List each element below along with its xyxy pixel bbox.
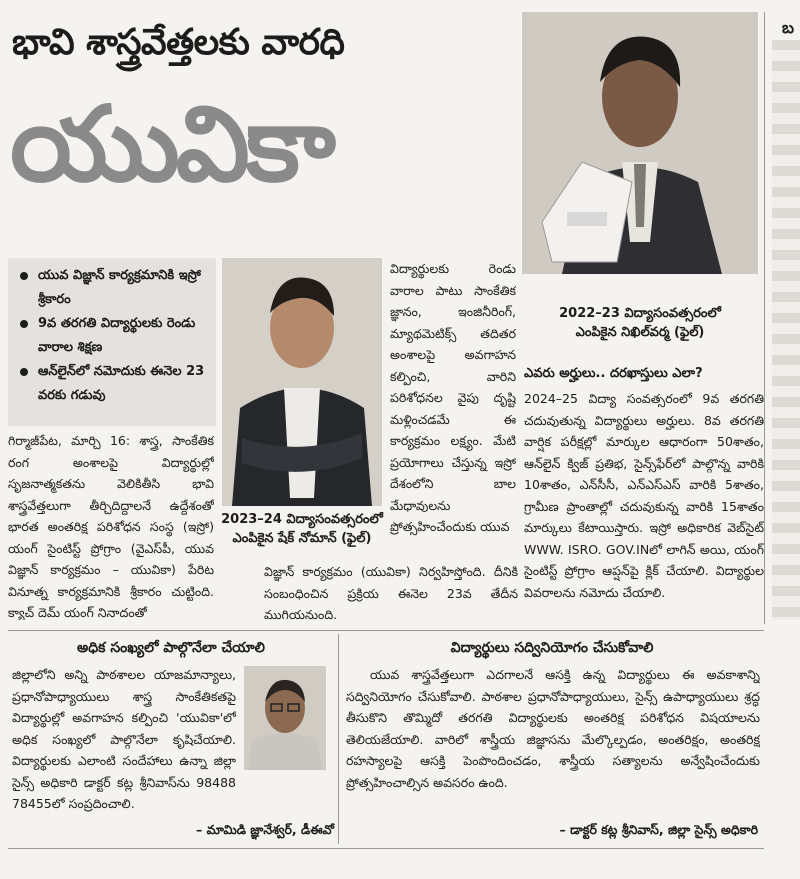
deo-box-title: అధిక సంఖ్యలో పాల్గొనేలా చేయాలి: [77, 640, 265, 656]
student-portrait-photo: [222, 258, 382, 506]
photo-mamidi-gnaneshwar: [244, 666, 326, 770]
column-divider: [764, 12, 765, 624]
adjacent-article-edge: బ: [782, 18, 795, 37]
deo-signature: – మామిడి జ్ఞానేశ్వర్, డీఈవో: [196, 822, 334, 837]
highlights-box: [8, 258, 216, 426]
highlight-item: 9వ తరగతి విద్యార్థులకు రెండు వారాల శిక్షణ: [16, 312, 210, 360]
section-divider: [8, 630, 764, 631]
article-column-3: 2024–25 విద్యా సంవత్సరంలో 9వ తరగతి చదువుతున్న విద్యార్థులు అర్హులు. 8వ తరగతి వార్షిక పరీక్షల్లో మార్కుల ఆధారంగా 50శాతం, ఆన్‌లైన్ క్విజ్ ప్రతిభ, సైన్స్‌ఫేర్‌లో పాల్గొన్న వారికి 10శాతం, ఎన్‌సీసీ, ఎన్‌ఎస్‌ఎస్ వారికి 5శాతం, గ్రామీణ ప్రాంతాల్లో చదువుకున్న వారికి 15శాతం మార్కులు కేటాయిస్తారు. ఇస్రో అధికారిక వెబ్‌సైట్ WWW. ISRO. GOV.INలో లాగిన్ అయి, యంగ్ సైంటిస్ట్ ప్రోగ్రాం ఆప్షన్‌పై క్లిక్ చేయాలి. విద్యార్థుల వివరాలను నమోదు చేయాలి.: [524, 391, 764, 600]
science-officer-box-body: యువ శాస్త్రవేత్తలుగా ఎదగాలనే ఆసక్తి ఉన్న విద్యార్థులు ఈ అవకాశాన్ని సద్వినియోగం చేసుకోవాలి. పాఠశాల ప్రధానోపాధ్యాయులు, సైన్స్ ఉపాధ్యాయులు శ్రద్ధ తీసుకొని తొమ్మిదో తరగతి విద్యార్థులకు అంతరిక్ష పరిశోధన విషయాలను తెలియజేయాలి. వారిలో శాస్త్రీయ జిజ్ఞాసను మేల్కొల్పడం, అంతరిక్షం, అంతరిక్ష రహస్యాలపై ఆసక్తి పెంపొందించడం, శాస్త్రీయ సత్యాలను అన్వేషించేందుకు ప్రోత్సహించాల్సిన అవసరం ఉంది.: [346, 667, 760, 790]
adjacent-article-strip: [772, 40, 800, 620]
deo-box-body: జిల్లాలోని అన్ని పాఠశాలల యాజమాన్యాలు, ప్రధానోపాధ్యాయులు శాస్త్ర సాంకేతికతపై విద్యార్థుల్లో అవగాహన కల్పించి 'యువికా'లో అధిక సంఖ్యలో పాల్గొనేలా కృషిచేయాలి. విద్యార్థులకు ఎలాంటి సందేహాలు ఉన్నా జిల్లా సైన్స్ అధికారి డాక్టర్ కట్ల శ్రీనివాస్‌ను 98488 78455లో సంప్రదించాలి.: [12, 667, 236, 811]
student-trophy-photo: [522, 12, 758, 274]
big-title: యువికా: [10, 83, 332, 205]
footer-divider: [8, 848, 764, 849]
article-column-2: విద్యార్థులకు రెండు వారాల పాటు సాంకేతిక జ్ఞానం, ఇంజినీరింగ్, మ్యాథమెటిక్స్ తదితర అంశాలపై అవగాహన కల్పించి, వారిని పరిశోధనల వైపు దృష్టి మళ్లించడమే ఈ కార్యక్రమం లక్ష్యం. మేటి ప్రయోగాలు చేస్తున్న ఇస్రో దేశంలోని బాల మేధావులను ప్రోత్సహించేందుకు యువ: [390, 261, 516, 534]
science-officer-box-title: విద్యార్థులు సద్వినియోగం చేసుకోవాలి: [450, 640, 654, 656]
officer-portrait-photo: [244, 666, 326, 770]
photo-nikhil-varma: [522, 12, 758, 274]
headline: భావి శాస్త్రవేత్తలకు వారధి: [12, 22, 345, 63]
caption-noman: 2023–24 విద్యాసంవత్సరంలో ఎంపికైన షేక్ నోమాన్ (ఫైల్): [221, 512, 383, 546]
box-divider: [338, 634, 339, 844]
science-officer-signature: – డాక్టర్ కట్ల శ్రీనివాస్, జిల్లా సైన్స్ అధికారి: [559, 822, 758, 837]
eligibility-question: ఎవరు అర్హులు.. దరఖాస్తులు ఎలా?: [524, 366, 703, 381]
article-column-2-tail: విజ్ఞాన్ కార్యక్రమం (యువికా) నిర్వహిస్తోంది. దీనికి సంబంధించిన ప్రక్రియ ఈనెల 23వ తేదీన ముగియనుంది.: [264, 564, 518, 622]
article-column-1: గిర్మాజీపేట, మార్చి 16: శాస్త్ర, సాంకేతిక రంగ అంశాలపై విద్యార్థుల్లో సృజనాత్మకతను వెలికితీసి భావి శాస్త్రవేత్తలుగా తీర్చిదిద్దాలనే ఉద్దేశంతో భారత అంతరిక్ష పరిశోధన సంస్థ (ఇస్రో) యంగ్ సైంటిస్ట్ ప్రోగ్రాం (వైఎస్‌పీ, యువ విజ్ఞాన్ కార్యక్రమం – యువికా) పేరిట వినూత్న కార్యక్రమానికి శ్రీకారం చుట్టింది. క్యాచ్ దెమ్ యంగ్ నినాదంతో: [8, 433, 214, 620]
highlight-item: యువ విజ్ఞాన్ కార్యక్రమానికి ఇస్రో శ్రీకారం: [16, 264, 210, 312]
photo-shaik-noman: [222, 258, 382, 506]
caption-nikhil: 2022–23 విద్యాసంవత్సరంలో ఎంపికైన నిఖిల్‌వర్మ (ఫైల్): [559, 306, 721, 340]
highlight-item: ఆన్‌లైన్‌లో నమోదుకు ఈనెల 23 వరకు గడువు: [16, 360, 210, 408]
